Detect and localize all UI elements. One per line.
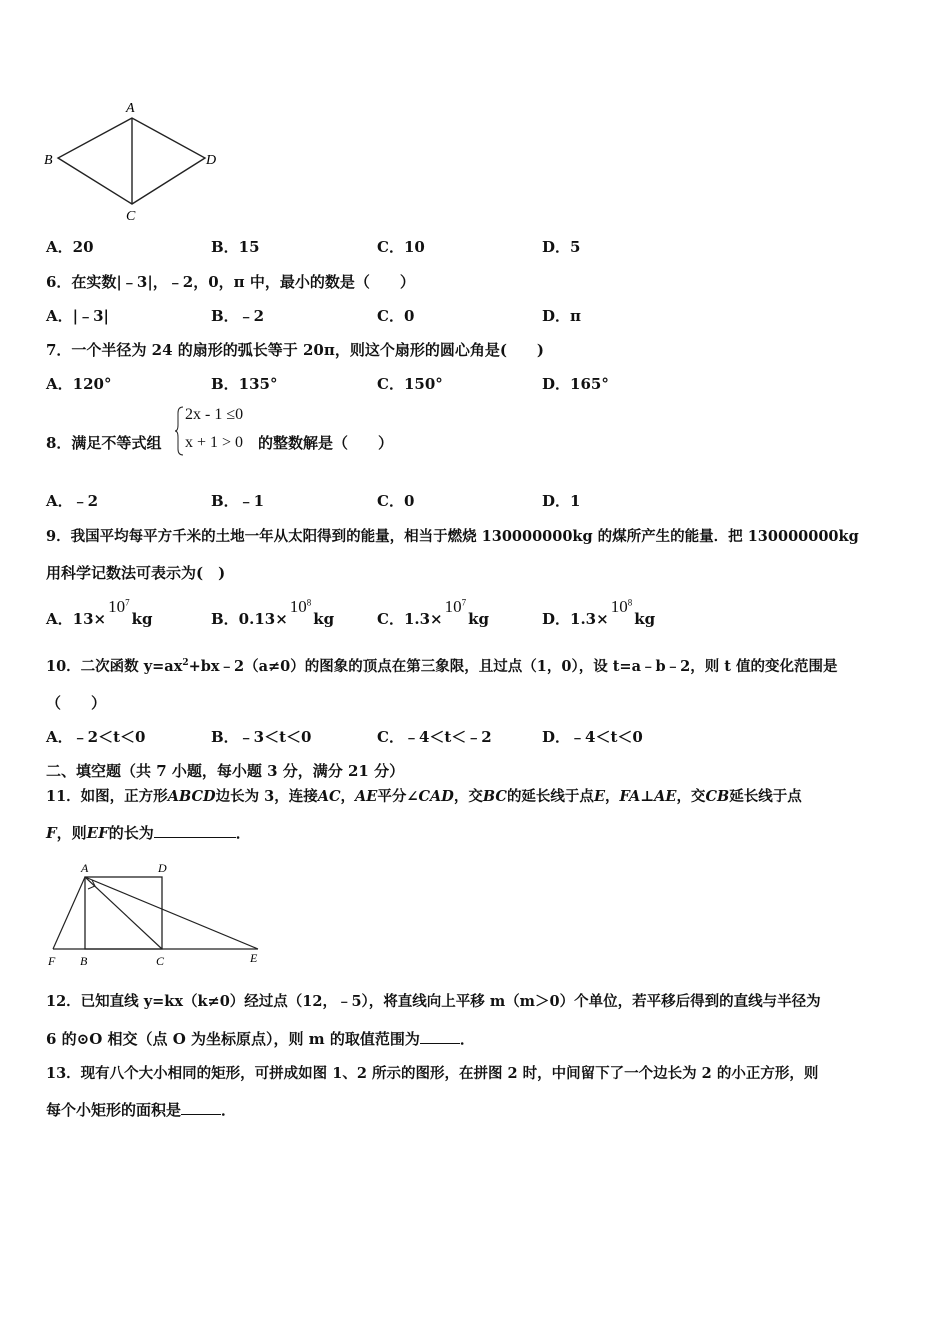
q9-option-c[interactable]	[377, 597, 489, 629]
q9-option-d[interactable]	[542, 597, 656, 629]
q9-d-coef: D．1.3×	[542, 610, 609, 628]
inequality-system	[175, 405, 255, 457]
q6-option-a[interactable]: A．|﹣3|	[46, 307, 109, 325]
label-d: D	[206, 153, 217, 168]
q5-option-d[interactable]: D．5	[542, 238, 581, 256]
q7-option-a[interactable]: A．120°	[46, 375, 112, 393]
q6-option-c[interactable]: C．0	[377, 307, 415, 325]
q9-b-unit: kg	[313, 610, 335, 628]
q8-option-b[interactable]: B．﹣1	[211, 492, 265, 510]
q10-option-a[interactable]: A．﹣2＜t＜0	[46, 728, 146, 746]
q12-stem-1: 12．已知直线 y=kx（k≠0）经过点（12，﹣5），将直线向上平移 m（m＞0）个单位，若平移后得到的直线与半径为	[46, 993, 821, 1010]
fig-label-d: D	[158, 861, 167, 875]
square-figure	[44, 858, 274, 970]
label-c: C	[126, 209, 136, 222]
section-2-title: 二、填空题（共 7 小题，每小题 3 分，满分 21 分）	[46, 762, 405, 780]
q9-a-unit: kg	[131, 610, 153, 628]
q8-options	[46, 490, 906, 512]
brace-icon	[175, 405, 185, 457]
q9-c-power: $10^7$	[444, 597, 467, 616]
q12-answer-blank[interactable]	[420, 1029, 460, 1044]
q8-option-c[interactable]: C．0	[377, 492, 415, 510]
segment-fa	[53, 877, 85, 949]
q13-answer-blank[interactable]	[181, 1100, 221, 1115]
fig-label-a: A	[81, 861, 89, 875]
fig-label-e: E	[250, 951, 258, 965]
q9-option-b[interactable]	[211, 597, 335, 629]
q10-option-d[interactable]: D．﹣4＜t＜0	[542, 728, 643, 746]
fig-label-b: B	[80, 954, 88, 968]
q12-stem-2: 6 的⊙O 相交（点 O 为坐标原点），则 m 的取值范围为 ．	[46, 1030, 475, 1048]
q9-option-a[interactable]	[46, 597, 153, 629]
q9-c-coef: C．1.3×	[377, 610, 443, 628]
q8-suffix: 的整数解是（ ）	[258, 434, 394, 452]
q9-b-coef: B．0.13×	[211, 610, 288, 628]
q7-stem: 7．一个半径为 24 的扇形的弧长等于 20π，则这个扇形的圆心角是( )	[46, 341, 545, 359]
q5-options	[46, 236, 906, 258]
q5-option-a[interactable]: A．20	[46, 238, 94, 256]
q6-options	[46, 305, 906, 327]
q9-stem-1: 9．我国平均每平方千米的土地一年从太阳得到的能量，相当于燃烧 130000000kg 的煤所产生的能量．把 130000000kg	[46, 528, 859, 545]
fig-label-c: C	[156, 954, 165, 968]
fig-label-f: F	[48, 954, 56, 968]
q10-options	[46, 726, 906, 748]
q6-option-d[interactable]: D．π	[542, 307, 581, 325]
q5-option-c[interactable]: C．10	[377, 238, 425, 256]
q8-option-a[interactable]: A．﹣2	[46, 492, 99, 510]
q11-stem-1: 11．如图，正方形ABCD边长为 3，连接AC，AE平分∠CAD，交BC的延长线于点E，FA⊥AE，交CB延长线于点	[46, 788, 802, 805]
q9-c-unit: kg	[468, 610, 489, 628]
q10-option-c[interactable]: C．﹣4＜t＜﹣2	[377, 728, 492, 746]
q9-b-power: $10^8$	[289, 597, 312, 616]
q9-a-power: $10^7$	[108, 597, 130, 616]
q10-stem-2: （ ）	[46, 694, 107, 712]
q9-a-coef: A．13×	[46, 610, 107, 628]
q6-option-b[interactable]: B．﹣2	[211, 307, 265, 325]
q5-option-b[interactable]: B．15	[211, 238, 260, 256]
q7-option-b[interactable]: B．135°	[211, 375, 278, 393]
segment-ae	[85, 877, 258, 949]
q13-stem-2: 每个小矩形的面积是 ．	[46, 1101, 237, 1119]
q10-stem: 10．二次函数 $y=ax^2+bx﹣2(a\ne 0)$的图象的顶点在第三象限，且过点（1，0），设 t=a﹣b﹣2，则 t 值的变化范围是	[46, 658, 838, 675]
q9-d-power: $10^8$	[610, 597, 633, 616]
label-a: A	[126, 101, 135, 116]
q9-stem-2: 用科学记数法可表示为( )	[46, 564, 226, 582]
q9-d-unit: kg	[634, 610, 656, 628]
q8-prefix: 8．满足不等式组	[46, 434, 162, 452]
rhombus-figure	[40, 100, 230, 222]
inequality-1: 2x - 1 ≤0	[185, 406, 244, 423]
q7-option-d[interactable]: D．165°	[542, 375, 609, 393]
q9-options	[46, 597, 906, 630]
q7-options	[46, 373, 906, 395]
q6-stem: 6．在实数|﹣3|，﹣2，0，π 中，最小的数是（ ）	[46, 273, 415, 291]
label-b: B	[44, 153, 53, 168]
q10-option-b[interactable]: B．﹣3＜t＜0	[211, 728, 312, 746]
inequality-2: x + 1 > 0	[185, 434, 244, 451]
q8-option-d[interactable]: D．1	[542, 492, 581, 510]
q11-stem-2: F，则EF的长为 ．	[46, 824, 251, 842]
segment-ac	[85, 877, 162, 949]
q13-stem-1: 13．现有八个大小相同的矩形，可拼成如图 1、2 所示的图形，在拼图 2 时，中间留下了一个边长为 2 的小正方形，则	[46, 1065, 819, 1082]
q7-option-c[interactable]: C．150°	[377, 375, 443, 393]
q11-answer-blank[interactable]	[154, 823, 236, 838]
